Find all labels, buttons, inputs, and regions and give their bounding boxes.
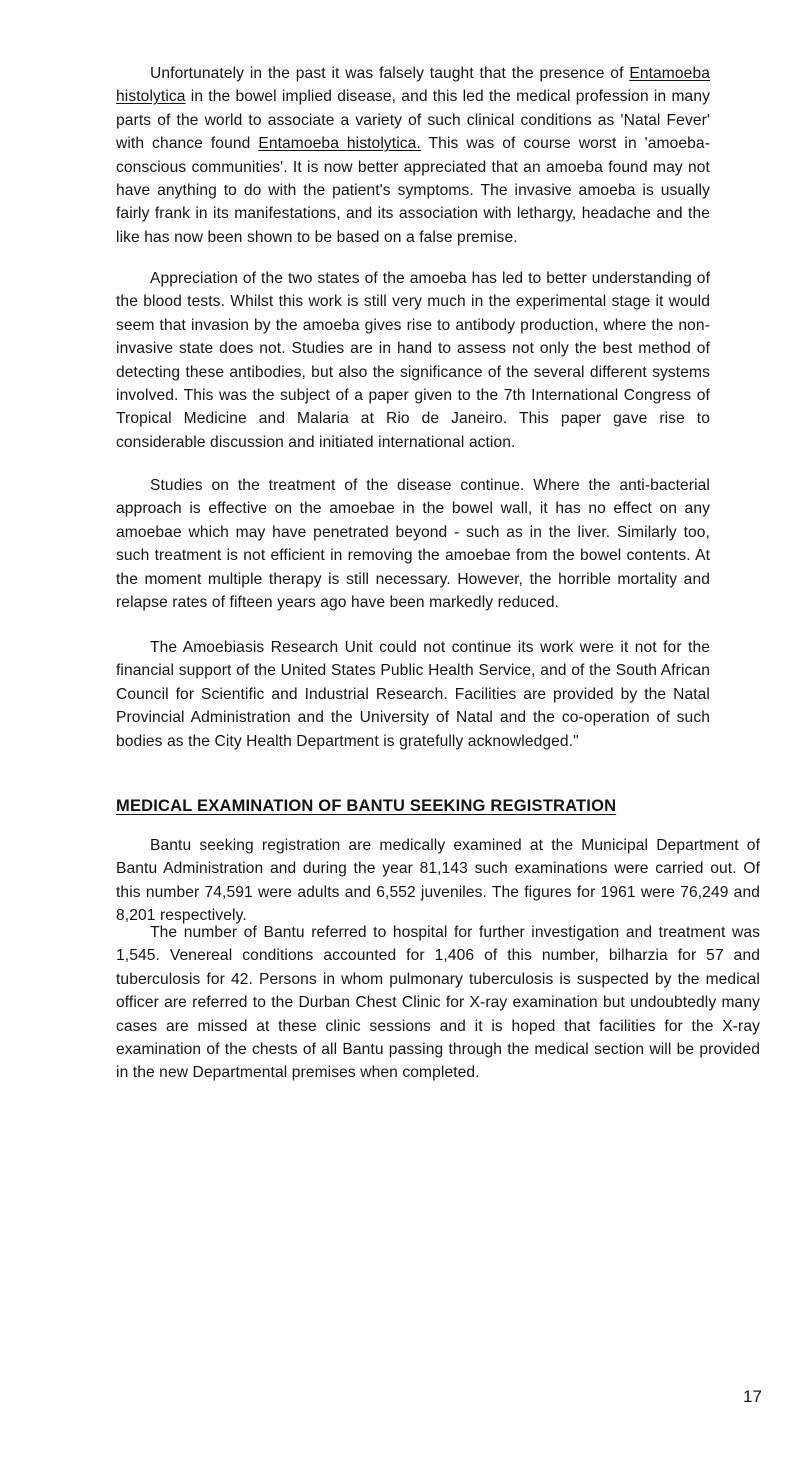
paragraph-treatment: Studies on the treatment of the disease continue. Where the anti-bacterial approach is effective on the amoebae in the bowel wall, it has no effect on any amoebae which may have penetrated beyond - such as in the liver. Similarly too, such treatment is not efficient in removing the amoebae from the bowel contents. At the moment multiple therapy is still necessary. However, the horrible mortality and relapse rates of fifteen years ago have been markedly reduced. [116, 477, 710, 612]
paragraph-text: Unfortunately in the past it was falsely taught that the presence of [150, 65, 630, 82]
section-heading: MEDICAL EXAMINATION OF BANTU SEEKING REGISTRATION [116, 797, 617, 815]
paragraph-entamoeba [116, 62, 710, 249]
paragraph-text: in the bowel implied disease, and this led the medical profession in many parts of the world to associate a variety of such clinical conditions as 'Natal Fever' with chance found [116, 88, 710, 153]
emphasis-species-name: Entamoeba histolytica. [258, 135, 421, 153]
paragraph-referrals: The number of Bantu referred to hospital for further investigation and treatment was 1,545. Venereal conditions accounted for 1,406 of this number, bilharzia for 57 and tuberculosis for 42. Persons in whom pulmonary tuberculosis is suspected by the medical officer are referred to the Durban Chest Clinic for X-ray examination but undoubtedly many cases are missed at these clinic sessions and it is hoped that facilities for the X-ray examination of the chests of all Bantu passing through the medical section will be provided in the new Departmental premises when completed. [116, 924, 760, 1082]
paragraph-text: This was of course worst in 'amoeba-conscious communities'. It is now better appreciated that an amoeba found may not have anything to do with the patient's symptoms. The invasive amoeba is usually fairly frank in its manifestations, and its association with lethargy, headache and the like has now been shown to be based on a false premise. [116, 135, 710, 246]
paragraph-examinations: Bantu seeking registration are medically examined at the Municipal Department of Bantu Administration and during the year 81,143 such examinations were carried out. Of this number 74,591 were adults and 6,552 juveniles. The figures for 1961 were 76,249 and 8,201 respectively. [116, 837, 760, 925]
paragraph-blood-tests: Appreciation of the two states of the amoeba has led to better understanding of the blood tests. Whilst this work is still very much in the experimental stage it would seem that invasion by the amoeba gives rise to antibody production, where the non-invasive state does not. Studies are in hand to assess not only the best method of detecting these antibodies, but also the significance of the several different systems involved. This was the subject of a paper given to the 7th International Congress of Tropical Medicine and Malaria at Rio de Janeiro. This paper gave rise to considerable discussion and initiated international action. [116, 270, 710, 451]
paragraph-acknowledgement: The Amoebiasis Research Unit could not continue its work were it not for the financial support of the United States Public Health Service, and of the South African Council for Scientific and Industrial Research. Facilities are provided by the Natal Provincial Administration and the University of Natal and the co-operation of such bodies as the City Health Department is gratefully acknowledged." [116, 639, 710, 750]
page-number: 17 [743, 1387, 762, 1406]
emphasis-species-name: Entamoeba histolytica [116, 65, 710, 106]
